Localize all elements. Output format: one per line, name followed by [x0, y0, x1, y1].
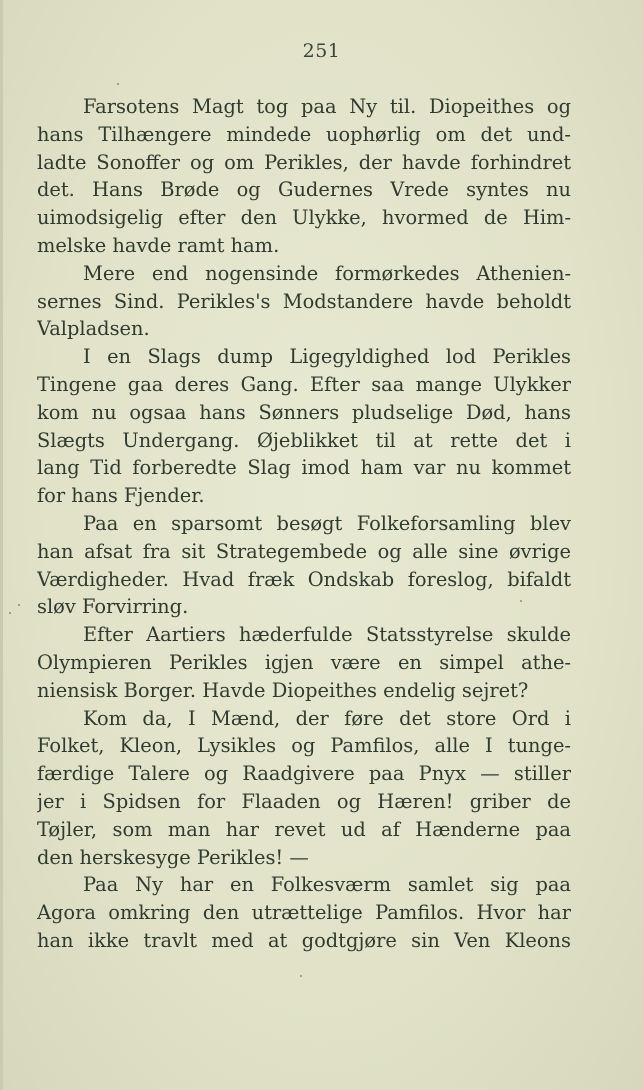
paper-speck: [117, 83, 119, 85]
text-line: for hans Fjender.: [37, 484, 205, 508]
paper-speck: [9, 612, 11, 614]
page-binding-edge: [0, 0, 3, 1090]
text-line: han ikke travlt med at godtgjøre sin Ven Kleons: [37, 928, 571, 952]
text-line: Agora omkring den utrættelige Pamfilos. Hvor har: [37, 901, 571, 925]
text-line: ladte Sonoffer og om Perikles, der havde forhindret: [37, 150, 571, 174]
text-line: niensisk Borger. Havde Diopeithes endelig sejret?: [37, 678, 529, 702]
text-line: færdige Talere og Raadgivere paa Pnyx — stiller: [37, 762, 571, 786]
text-line: han afsat fra sit Strategembede og alle sine øvrige: [37, 539, 571, 563]
text-line: melske havde ramt ham.: [37, 233, 280, 257]
text-line: Tingene gaa deres Gang. Efter saa mange Ulykker: [37, 372, 571, 396]
paper-speck: [300, 975, 302, 977]
text-line: Paa Ny har en Folkesværm samlet sig paa: [83, 873, 571, 897]
text-line: sernes Sind. Perikles's Modstandere havde beholdt: [37, 289, 571, 313]
text-line: det. Hans Brøde og Gudernes Vrede syntes nu: [37, 178, 571, 202]
text-line: Efter Aartiers hæderfulde Statsstyrelse skulde: [83, 623, 571, 647]
text-line: uimodsigelig efter den Ulykke, hvormed de Him-: [37, 206, 571, 230]
text-line: Farsotens Magt tog paa Ny til. Diopeithes og: [83, 95, 571, 118]
text-line: Kom da, I Mænd, der føre det store Ord i: [83, 706, 571, 730]
text-line: jer i Spidsen for Flaaden og Hæren! griber de: [37, 789, 571, 813]
text-line: Folket, Kleon, Lysikles og Pamfilos, alle I tunge-: [37, 734, 571, 758]
paper-speck: [520, 600, 522, 602]
body-text: [37, 93, 571, 955]
text-line: kom nu ogsaa hans Sønners pludselige Død, hans: [37, 400, 571, 424]
text-line: lang Tid forberedte Slag imod ham var nu kommet: [37, 456, 571, 480]
text-line: Olympieren Perikles igjen være en simpel athe-: [37, 650, 571, 674]
page-number: 251: [302, 40, 341, 62]
text-line: sløv Forvirring.: [37, 595, 189, 619]
text-line: Slægts Undergang. Øjeblikket til at rette det i: [37, 428, 571, 452]
text-line: Værdigheder. Hvad fræk Ondskab foreslog, bifaldt: [37, 567, 571, 591]
text-line: Paa en sparsomt besøgt Folkeforsamling blev: [83, 511, 571, 535]
text-line: Tøjler, som man har revet ud af Hænderne paa: [37, 817, 571, 841]
paper-speck: [18, 604, 20, 606]
text-line: I en Slags dump Ligegyldighed lod Perikles: [83, 345, 571, 369]
text-line: hans Tilhængere mindede uophørlig om det und-: [37, 122, 571, 146]
text-line: Valpladsen.: [37, 317, 150, 341]
text-line: den herskesyge Perikles! —: [37, 845, 309, 869]
text-line: Mere end nogensinde formørkedes Athenien-: [83, 261, 571, 285]
